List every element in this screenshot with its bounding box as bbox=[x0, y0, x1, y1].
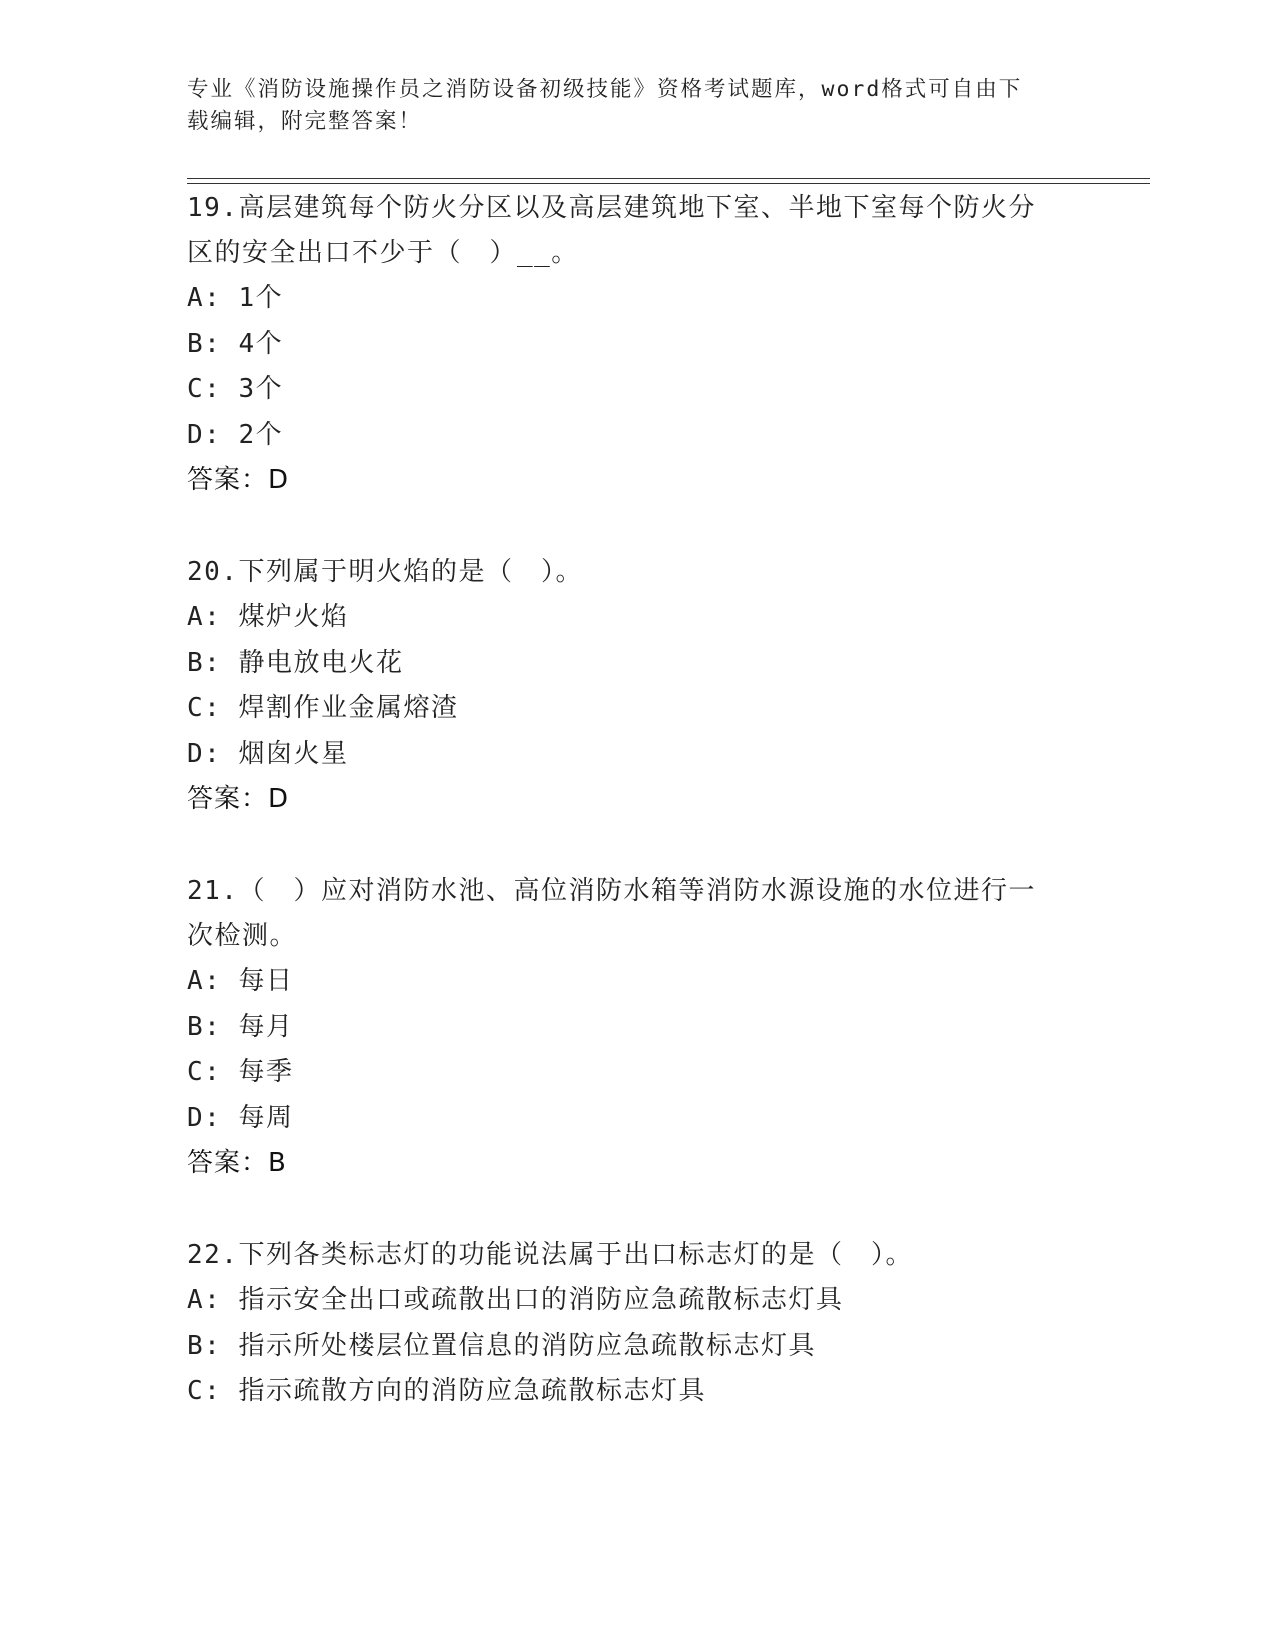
header-divider-bottom bbox=[187, 183, 1150, 184]
option-a: A: 每日 bbox=[187, 966, 294, 996]
option-d: D: 烟囱火星 bbox=[187, 738, 349, 769]
answer-key: 答案：D bbox=[187, 465, 290, 495]
question-22 bbox=[187, 1233, 1067, 1415]
option-d: D: 2个 bbox=[187, 419, 284, 450]
question-stem: 22.下列各类标志灯的功能说法属于出口标志灯的是（ ）。 bbox=[187, 1240, 913, 1270]
option-a: A: 1个 bbox=[187, 283, 284, 313]
answer-key: 答案：D bbox=[187, 784, 290, 814]
header-line-2: 载编辑，附完整答案！ bbox=[187, 109, 423, 134]
answer-key: 答案：B bbox=[187, 1148, 287, 1178]
question-stem: 20.下列属于明火焰的是（ ）。 bbox=[187, 557, 583, 587]
question-spacer bbox=[187, 503, 1067, 550]
question-20 bbox=[187, 550, 1067, 822]
question-stem-continued: 次检测。 bbox=[187, 921, 298, 951]
header-divider-top bbox=[187, 178, 1150, 179]
question-stem-continued: 区的安全出口不少于（ ）__。 bbox=[187, 238, 579, 268]
option-b: B: 4个 bbox=[187, 328, 284, 359]
option-b: B: 每月 bbox=[187, 1011, 294, 1042]
option-b: B: 指示所处楼层位置信息的消防应急疏散标志灯具 bbox=[187, 1330, 816, 1361]
option-a: A: 指示安全出口或疏散出口的消防应急疏散标志灯具 bbox=[187, 1285, 844, 1315]
option-c: C: 3个 bbox=[187, 374, 284, 404]
question-21 bbox=[187, 869, 1067, 1186]
question-spacer bbox=[187, 1186, 1067, 1233]
question-stem: 19.高层建筑每个防火分区以及高层建筑地下室、半地下室每个防火分 bbox=[187, 193, 1036, 223]
option-c: C: 指示疏散方向的消防应急疏散标志灯具 bbox=[187, 1376, 706, 1406]
header-line-1: 专业《消防设施操作员之消防设备初级技能》资格考试题库，word格式可自由下 bbox=[187, 77, 1023, 102]
question-list bbox=[187, 186, 1067, 1415]
option-c: C: 焊割作业金属熔渣 bbox=[187, 693, 459, 723]
question-spacer bbox=[187, 822, 1067, 869]
option-b: B: 静电放电火花 bbox=[187, 647, 404, 678]
option-c: C: 每季 bbox=[187, 1057, 294, 1087]
question-stem: 21.（ ）应对消防水池、高位消防水箱等消防水源设施的水位进行一 bbox=[187, 876, 1036, 906]
option-d: D: 每周 bbox=[187, 1102, 294, 1133]
option-a: A: 煤炉火焰 bbox=[187, 602, 349, 632]
document-header bbox=[187, 74, 1067, 138]
question-19 bbox=[187, 186, 1067, 503]
